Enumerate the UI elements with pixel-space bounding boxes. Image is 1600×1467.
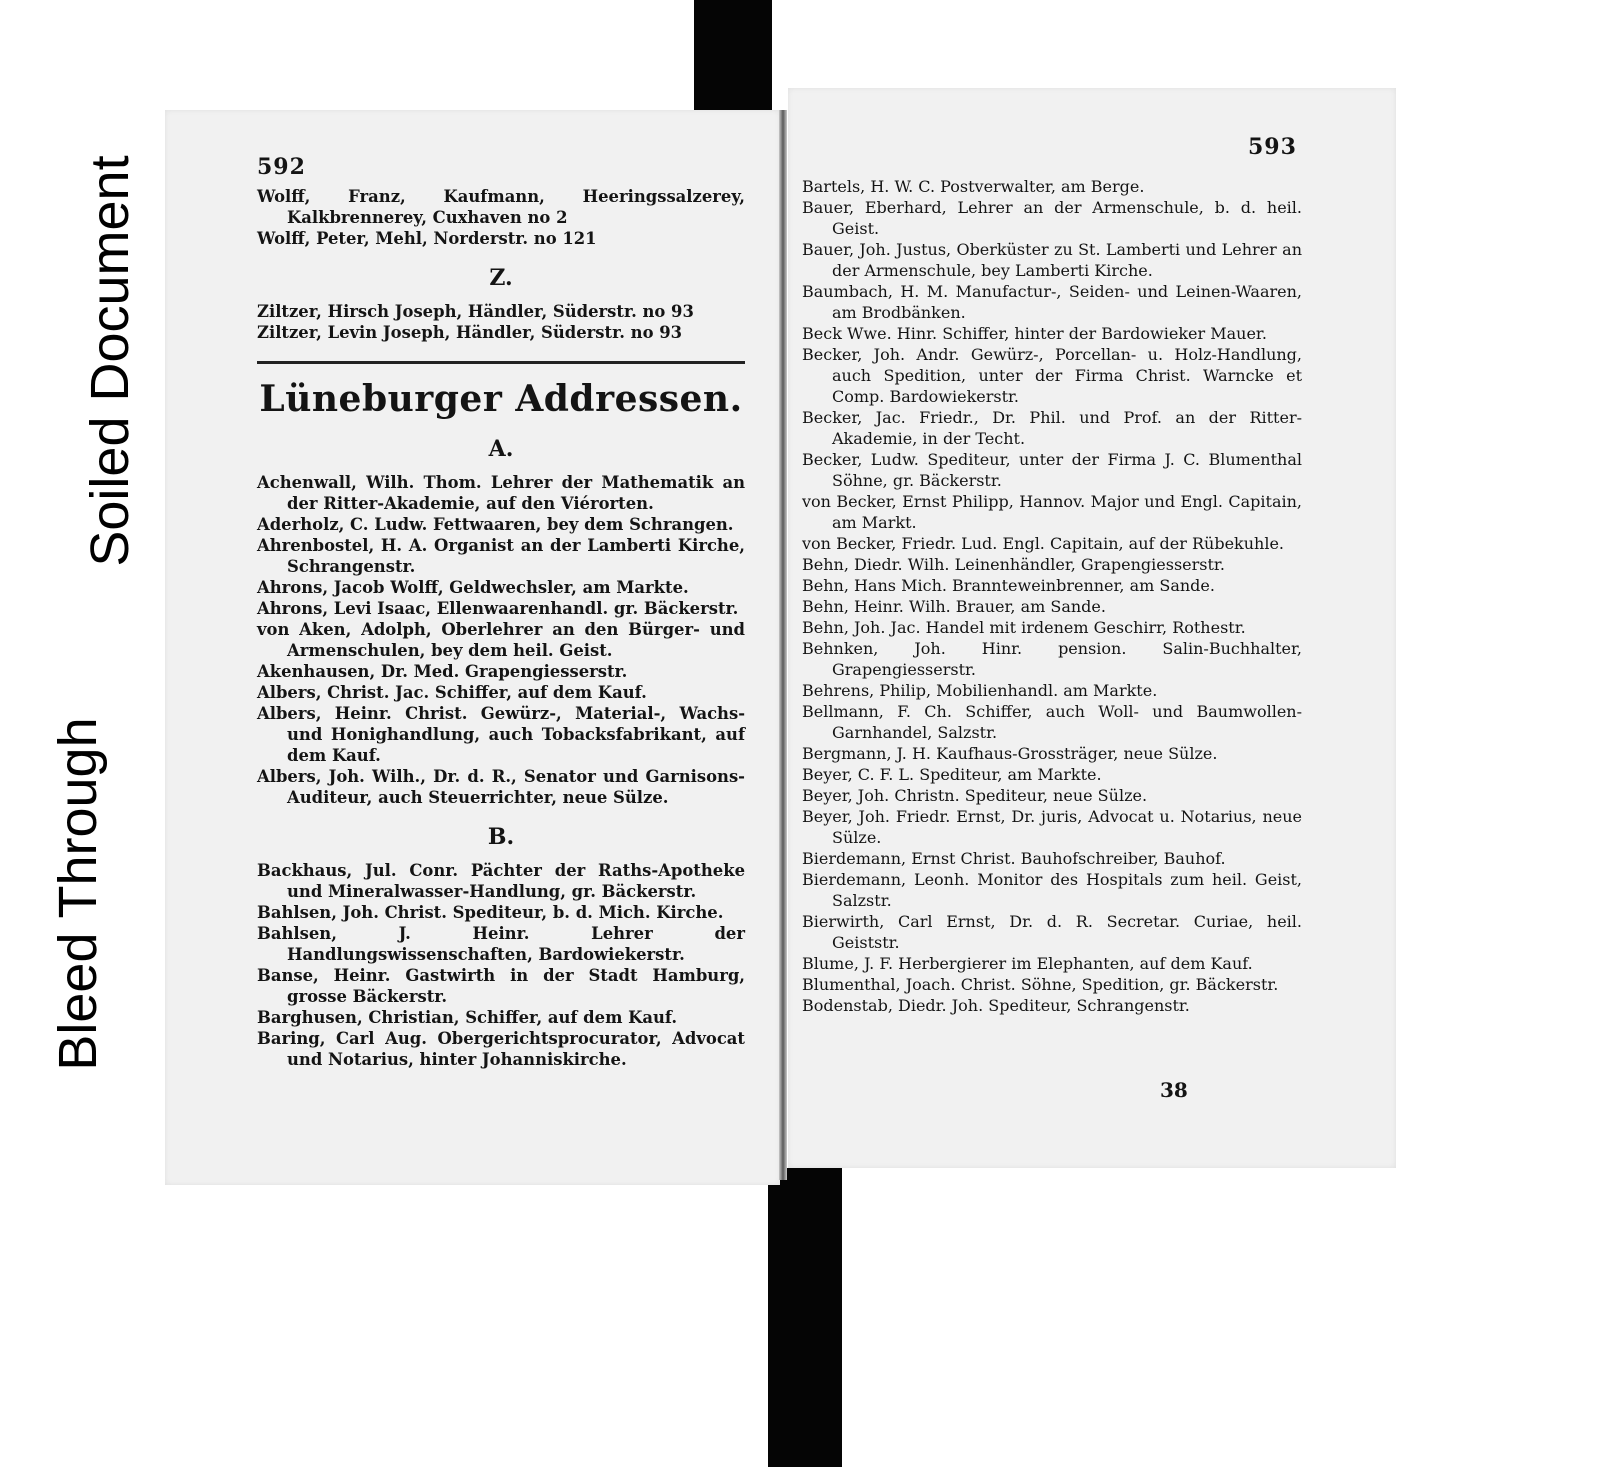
right-page-number: 593	[1248, 134, 1297, 160]
entry-bahlsen-j: Bahlsen, J. Heinr. Lehrer der Handlungswissenschaften, Bardowiekerstr.	[257, 924, 745, 964]
entry-beyer-friedr: Beyer, Joh. Friedr. Ernst, Dr. juris, Advocat u. Notarius, neue Sülze.	[802, 807, 1302, 847]
entry-behn-hans: Behn, Hans Mich. Brannteweinbrenner, am Sande.	[802, 576, 1215, 595]
left-page	[165, 110, 780, 1185]
right-page	[788, 88, 1396, 1168]
entry-behn-joh: Behn, Joh. Jac. Handel mit irdenem Geschirr, Rothestr.	[802, 618, 1246, 637]
entry-bierdemann-ernst: Bierdemann, Ernst Christ. Bauhofschreiber, Bauhof.	[802, 849, 1226, 868]
entry-ahrons-jacob: Ahrons, Jacob Wolff, Geldwechsler, am Markte.	[257, 578, 689, 597]
entry-albers-joh: Albers, Joh. Wilh., Dr. d. R., Senator und Garnisons-Auditeur, auch Steuerrichter, neue Sülze.	[257, 767, 745, 807]
entry-bierwirth: Bierwirth, Carl Ernst, Dr. d. R. Secretar. Curiae, heil. Geiststr.	[802, 912, 1302, 952]
entry-von-becker-ernst: von Becker, Ernst Philipp, Hannov. Major und Engl. Capitain, am Markt.	[802, 492, 1302, 532]
entry-becker-ludw: Becker, Ludw. Spediteur, unter der Firma J. C. Blumenthal Söhne, gr. Bäckerstr.	[802, 450, 1302, 490]
entry-behn-diedr: Behn, Diedr. Wilh. Leinenhändler, Grapengiesserstr.	[802, 555, 1225, 574]
entry-wolff-peter: Wolff, Peter, Mehl, Norderstr. no 121	[257, 229, 597, 248]
entry-akenhausen: Akenhausen, Dr. Med. Grapengiesserstr.	[257, 662, 628, 681]
bleed-label-box	[38, 655, 118, 1135]
entry-behrens: Behrens, Philip, Mobilienhandl. am Markte.	[802, 681, 1158, 700]
entry-albers-christ: Albers, Christ. Jac. Schiffer, auf dem Kauf.	[257, 683, 647, 702]
entry-baumbach: Baumbach, H. M. Manufactur-, Seiden- und Leinen-Waaren, am Brodbänken.	[802, 282, 1302, 322]
entry-bodenstab: Bodenstab, Diedr. Joh. Spediteur, Schrangenstr.	[802, 996, 1190, 1015]
entry-bierdemann-leonh: Bierdemann, Leonh. Monitor des Hospitals zum heil. Geist, Salzstr.	[802, 870, 1302, 910]
entry-behnken: Behnken, Joh. Hinr. pension. Salin-Buchhalter, Grapengiesserstr.	[802, 639, 1302, 679]
entry-albers-heinr: Albers, Heinr. Christ. Gewürz-, Material-, Wachs- und Honighandlung, auch Tobacksfabrikant, auf dem Kauf.	[257, 704, 745, 765]
entry-ziltzer-hirsch: Ziltzer, Hirsch Joseph, Händler, Süderstr. no 93	[257, 302, 694, 321]
entry-becker-jac: Becker, Jac. Friedr., Dr. Phil. und Prof. an der Ritter-Akademie, in der Techt.	[802, 408, 1302, 448]
entry-blume: Blume, J. F. Herbergierer im Elephanten, auf dem Kauf.	[802, 954, 1253, 973]
entry-banse: Banse, Heinr. Gastwirth in der Stadt Hamburg, grosse Bäckerstr.	[257, 966, 745, 1006]
bleed-through-label: Bleed Through	[48, 717, 108, 1071]
soiled-document-label: Soiled Document	[80, 155, 140, 567]
entry-ziltzer-levin: Ziltzer, Levin Joseph, Händler, Süderstr. no 93	[257, 323, 683, 342]
section-rule	[257, 361, 745, 364]
spine-top	[694, 0, 772, 125]
entry-von-aken: von Aken, Adolph, Oberlehrer an den Bürger- und Armenschulen, bey dem heil. Geist.	[257, 620, 745, 660]
left-page-number: 592	[257, 154, 306, 180]
entry-backhaus: Backhaus, Jul. Conr. Pächter der Raths-Apotheke und Mineralwasser-Handlung, gr. Bäckerstr.	[257, 861, 745, 901]
entry-becker-joh: Becker, Joh. Andr. Gewürz-, Porcellan- u. Holz-Handlung, auch Spedition, unter der Firma Christ. Warncke et Comp. Bardowiekerstr.	[802, 345, 1302, 406]
entry-wolff-franz: Wolff, Franz, Kaufmann, Heeringssalzerey, Kalkbrennerey, Cuxhaven no 2	[257, 187, 745, 227]
entry-ahrons-levi: Ahrons, Levi Isaac, Ellenwaarenhandl. gr. Bäckerstr.	[257, 599, 739, 618]
signature-mark: 38	[1160, 1078, 1188, 1102]
entry-baring: Baring, Carl Aug. Obergerichtsprocurator, Advocat und Notarius, hinter Johanniskirche.	[257, 1029, 745, 1069]
page-title: Lüneburger Addressen.	[259, 378, 743, 420]
entry-aderholz: Aderholz, C. Ludw. Fettwaaren, bey dem Schrangen.	[257, 515, 734, 534]
book-fold	[779, 110, 787, 1180]
section-letter-b: B.	[487, 824, 515, 850]
entry-von-becker-friedr: von Becker, Friedr. Lud. Engl. Capitain, auf der Rübekuhle.	[802, 534, 1285, 553]
entry-barghusen: Barghusen, Christian, Schiffer, auf dem Kauf.	[257, 1008, 678, 1027]
left-page-body	[257, 186, 745, 1070]
entry-beck: Beck Wwe. Hinr. Schiffer, hinter der Bardowieker Mauer.	[802, 324, 1267, 343]
entry-bellmann: Bellmann, F. Ch. Schiffer, auch Woll- und Baumwollen-Garnhandel, Salzstr.	[802, 702, 1302, 742]
soiled-label-box	[60, 100, 158, 620]
entry-behn-heinr: Behn, Heinr. Wilh. Brauer, am Sande.	[802, 597, 1106, 616]
entry-bartels: Bartels, H. W. C. Postverwalter, am Berge.	[802, 177, 1145, 196]
entry-blumenthal: Blumenthal, Joach. Christ. Söhne, Spedition, gr. Bäckerstr.	[802, 975, 1279, 994]
right-page-body	[802, 176, 1302, 1016]
section-letter-a: A.	[488, 436, 514, 462]
entry-beyer-christn: Beyer, Joh. Christn. Spediteur, neue Sülze.	[802, 786, 1148, 805]
entry-bergmann: Bergmann, J. H. Kaufhaus-Grossträger, neue Sülze.	[802, 744, 1218, 763]
entry-achenwall: Achenwall, Wilh. Thom. Lehrer der Mathematik an der Ritter-Akademie, auf den Viérorten.	[257, 473, 745, 513]
spine-bottom	[768, 1168, 842, 1467]
entry-ahrenbostel: Ahrenbostel, H. A. Organist an der Lamberti Kirche, Schrangenstr.	[257, 536, 745, 576]
entry-bahlsen-joh: Bahlsen, Joh. Christ. Spediteur, b. d. Mich. Kirche.	[257, 903, 724, 922]
entry-beyer-c: Beyer, C. F. L. Spediteur, am Markte.	[802, 765, 1102, 784]
entry-bauer-joh: Bauer, Joh. Justus, Oberküster zu St. Lamberti und Lehrer an der Armenschule, bey Lamberti Kirche.	[802, 240, 1302, 280]
entry-bauer-eberhard: Bauer, Eberhard, Lehrer an der Armenschule, b. d. heil. Geist.	[802, 198, 1302, 238]
section-letter-z: Z.	[489, 265, 513, 291]
